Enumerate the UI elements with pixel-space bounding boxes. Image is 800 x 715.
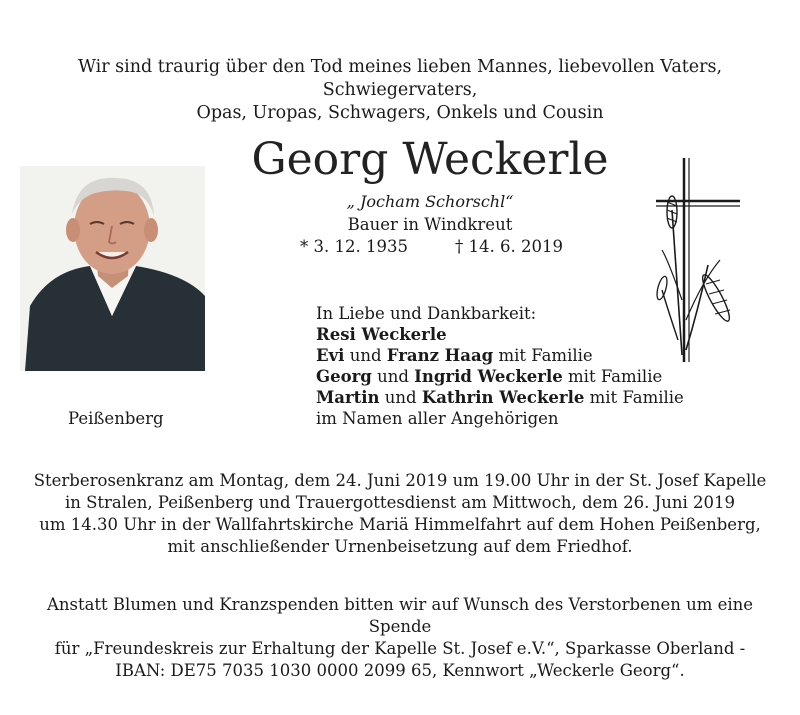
intro-text bbox=[20, 56, 780, 125]
list-item bbox=[316, 387, 684, 408]
nickname: „ Jocham Schorschl“ bbox=[346, 192, 514, 211]
place-name: Peißenberg bbox=[68, 409, 164, 428]
mourner-name: Franz Haag bbox=[386, 346, 494, 365]
service-line: mit anschließender Urnenbeisetzung auf dem Friedhof. bbox=[167, 537, 633, 556]
mourners-list bbox=[316, 303, 684, 429]
portrait-photo bbox=[20, 166, 205, 371]
donation-info bbox=[20, 594, 780, 682]
list-item bbox=[316, 345, 684, 366]
mourner-name: Resi Weckerle bbox=[316, 325, 447, 344]
intro-line: Opas, Uropas, Schwagers, Onkels und Cousin bbox=[196, 103, 604, 123]
deceased-name: Georg Weckerle bbox=[251, 134, 609, 185]
mourner-name: Martin bbox=[316, 388, 380, 407]
conjunction: und bbox=[377, 367, 409, 386]
intro-line: Wir sind traurig über den Tod meines lieben Mannes, liebevollen Vaters, Schwiegervaters, bbox=[77, 57, 723, 100]
mourner-name: Georg bbox=[316, 367, 372, 386]
death-date: † 14. 6. 2019 bbox=[455, 237, 563, 256]
portrait-illustration bbox=[20, 166, 205, 371]
family-suffix: mit Familie bbox=[498, 346, 593, 365]
conjunction: und bbox=[384, 388, 417, 407]
occupation: Bauer in Windkreut bbox=[347, 215, 513, 234]
cross-wheat-icon bbox=[648, 150, 748, 365]
family-suffix: mit Familie bbox=[568, 367, 663, 386]
service-line: in Stralen, Peißenberg und Trauergottesdienst am Mittwoch, dem 26. Juni 2019 bbox=[64, 493, 736, 512]
birth-date: * 3. 12. 1935 bbox=[300, 237, 408, 256]
mourner-name: Ingrid Weckerle bbox=[414, 367, 563, 386]
family-suffix: mit Familie bbox=[589, 388, 684, 407]
service-line: Sterberosenkranz am Montag, dem 24. Juni 2019 um 19.00 Uhr in der St. Josef Kapelle bbox=[33, 471, 767, 490]
donation-line: Anstatt Blumen und Kranzspenden bitten wir auf Wunsch des Verstorbenen um eine Spende bbox=[46, 595, 754, 636]
mourners-closing: im Namen aller Angehörigen bbox=[316, 409, 559, 428]
mourner-name: Evi bbox=[316, 346, 345, 365]
donation-line: IBAN: DE75 7035 1030 0000 2099 65, Kennwort „Weckerle Georg“. bbox=[115, 661, 685, 680]
service-info bbox=[20, 470, 780, 558]
cross-icon bbox=[648, 150, 748, 365]
list-item bbox=[316, 366, 684, 387]
mourners-heading: In Liebe und Dankbarkeit: bbox=[316, 304, 537, 323]
service-line: um 14.30 Uhr in der Wallfahrtskirche Mariä Himmelfahrt auf dem Hohen Peißenberg, bbox=[39, 515, 761, 534]
list-item bbox=[316, 324, 684, 345]
donation-line: für „Freundeskreis zur Erhaltung der Kapelle St. Josef e.V.“, Sparkasse Oberland - bbox=[54, 639, 746, 658]
conjunction: und bbox=[349, 346, 382, 365]
mourner-name: Kathrin Weckerle bbox=[421, 388, 585, 407]
